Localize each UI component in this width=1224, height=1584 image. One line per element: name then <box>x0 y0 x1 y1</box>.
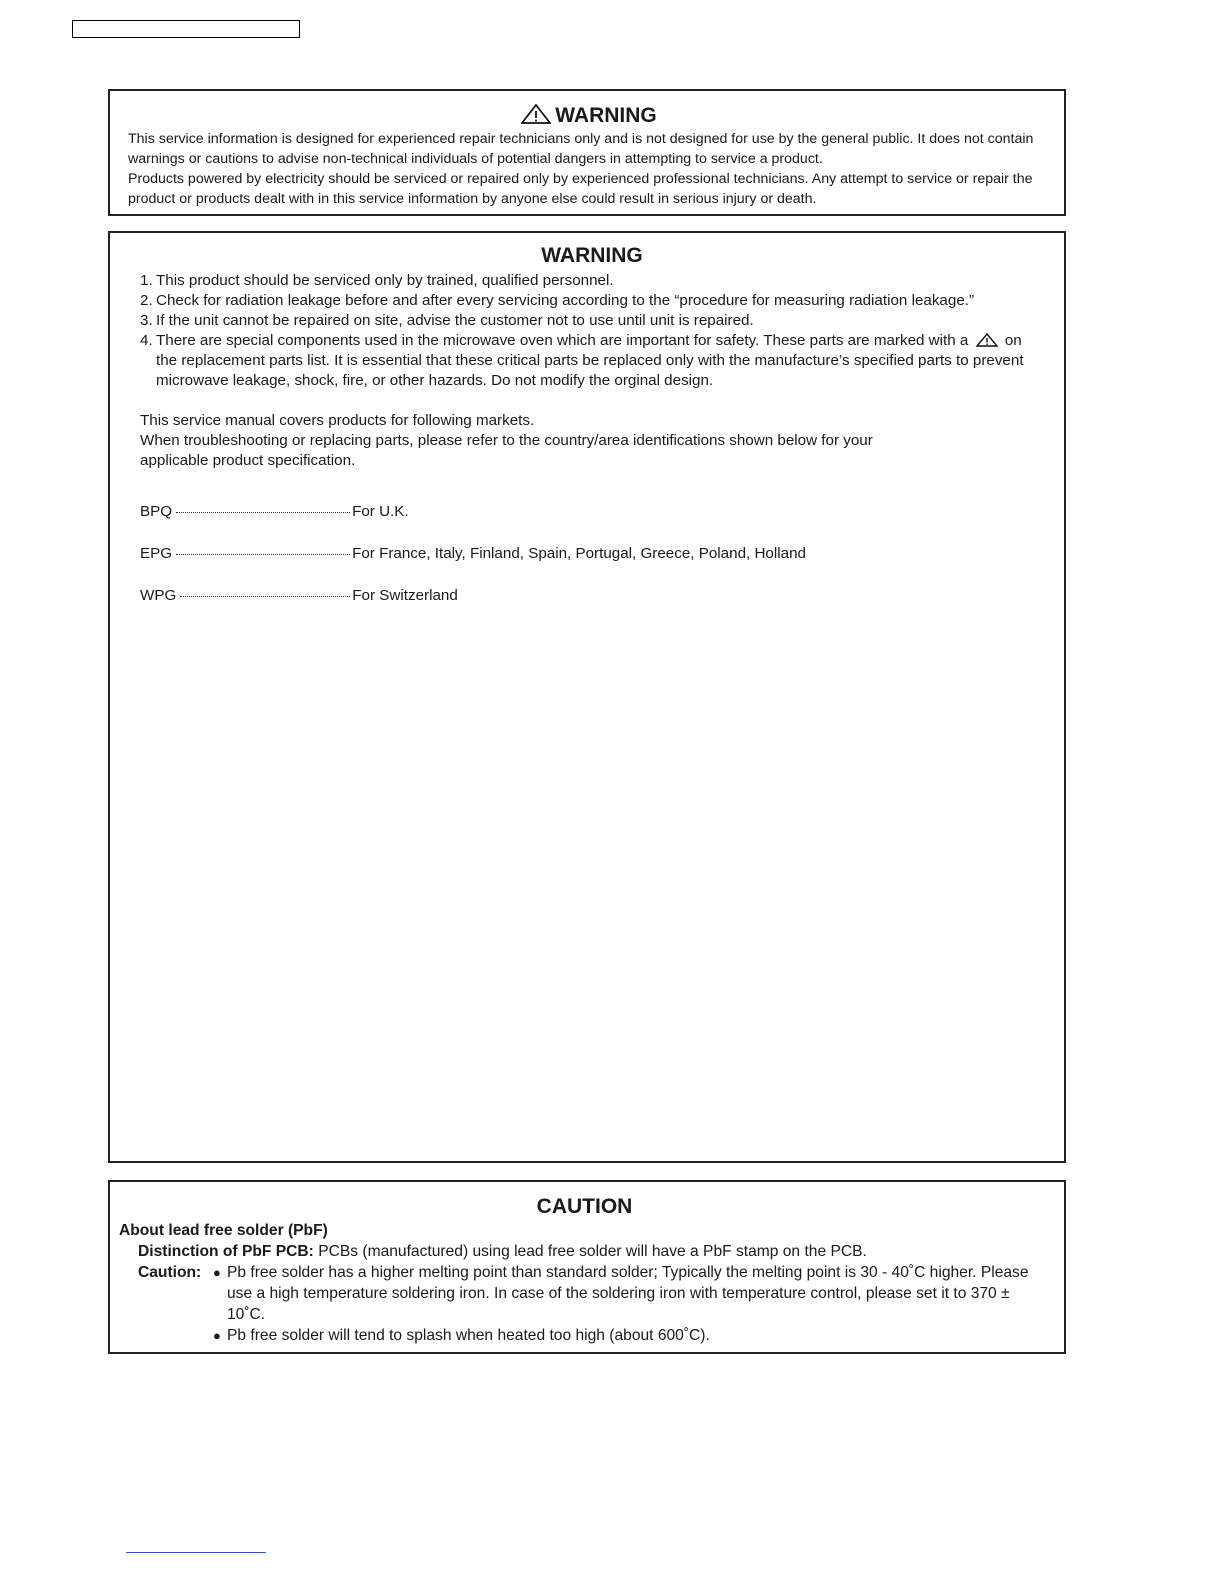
leader-dots <box>176 512 350 513</box>
general-warning-line-2: Products powered by electricity should be serviced or repaired only by experienced professional technicians. Any attempt to service or repair the product or products dealt with in this service information by anyone else could result in serious injury or death. <box>128 171 1033 207</box>
general-warning-line-1: This service information is designed for experienced repair technicians only and is not designed for use by the general public. It does not contain warnings or cautions to advise non-technical individuals of potential dangers in attempting to service a product. <box>128 131 1034 167</box>
list-item <box>213 1325 1050 1346</box>
market-description: For France, Italy, Finland, Spain, Portugal, Greece, Poland, Holland <box>352 545 806 562</box>
caution-detail <box>119 1262 1050 1346</box>
distinction-line <box>119 1241 1050 1262</box>
markets-list <box>140 503 1044 629</box>
market-row-wpg <box>140 587 1044 629</box>
list-item-number: 1. <box>140 272 153 289</box>
list-item-text-b: on the replacement parts list. It is essential that these critical parts be replaced only with the manufacture’s specified parts to prevent microwave leakage, shock, fire, or other hazards. Do not modify the orginal design. <box>156 332 1024 389</box>
coverage-line-2: When troubleshooting or replacing parts, please refer to the country/area identifications shown below for your applicable product specification. <box>140 432 873 469</box>
bullet-icon: ● <box>213 1328 221 1343</box>
footer-link-line <box>126 1552 266 1553</box>
service-warning-box <box>108 231 1066 1163</box>
bullet-text: Pb free solder will tend to splash when heated too high (about 600˚C). <box>227 1327 710 1344</box>
warning-triangle-icon <box>976 333 998 347</box>
market-row-epg <box>140 545 1044 587</box>
bullet-icon: ● <box>213 1265 221 1280</box>
list-item-text: Check for radiation leakage before and after every servicing according to the “procedure for measuring radiation leakage.” <box>156 292 975 309</box>
list-item-text <box>156 331 1044 391</box>
service-warning-title: WARNING <box>541 244 643 267</box>
list-item-text-a: There are special components used in the microwave oven which are important for safety. These parts are marked with a <box>156 332 969 349</box>
market-code: WPG <box>140 587 177 604</box>
list-item-number: 3. <box>140 312 153 329</box>
list-item <box>140 271 1044 291</box>
caution-title: CAUTION <box>536 1195 633 1218</box>
caution-box <box>108 1180 1066 1354</box>
leader-dots <box>180 596 350 597</box>
list-item <box>213 1262 1050 1325</box>
distinction-text: PCBs (manufactured) using lead free solder will have a PbF stamp on the PCB. <box>318 1243 867 1260</box>
service-warning-list <box>140 271 1044 391</box>
list-item-text: This product should be serviced only by trained, qualified personnel. <box>156 272 614 289</box>
market-code: BPQ <box>140 503 173 520</box>
list-item-text: If the unit cannot be repaired on site, advise the customer not to use until unit is repaired. <box>156 312 754 329</box>
warning-triangle-icon <box>521 104 551 124</box>
list-item-number: 4. <box>140 332 153 349</box>
general-warning-title-text: WARNING <box>555 104 657 127</box>
general-warning-title <box>128 103 1050 129</box>
coverage-section <box>140 411 1044 471</box>
market-code: EPG <box>140 545 173 562</box>
distinction-label: Distinction of PbF PCB: <box>138 1243 314 1260</box>
market-row-bpq <box>140 503 1044 545</box>
caution-bullets <box>213 1262 1050 1346</box>
general-warning-box <box>108 89 1066 216</box>
list-item-number: 2. <box>140 292 153 309</box>
bullet-text: Pb free solder has a higher melting point than standard solder; Typically the melting point is 30 - 40˚C higher. Please use a high temperature soldering iron. In case of the soldering iron with temperature control, please set it to 370 ± 10˚C. <box>227 1264 1029 1323</box>
leader-dots <box>176 554 350 555</box>
list-item <box>140 291 1044 311</box>
market-description: For Switzerland <box>352 587 458 604</box>
caution-label: Caution: <box>138 1264 202 1281</box>
list-item <box>140 311 1044 331</box>
market-description: For U.K. <box>352 503 409 520</box>
list-item <box>140 331 1044 391</box>
coverage-line-1: This service manual covers products for following markets. <box>140 412 535 429</box>
caution-heading: About lead free solder (PbF) <box>119 1222 328 1239</box>
header-box <box>72 20 300 38</box>
